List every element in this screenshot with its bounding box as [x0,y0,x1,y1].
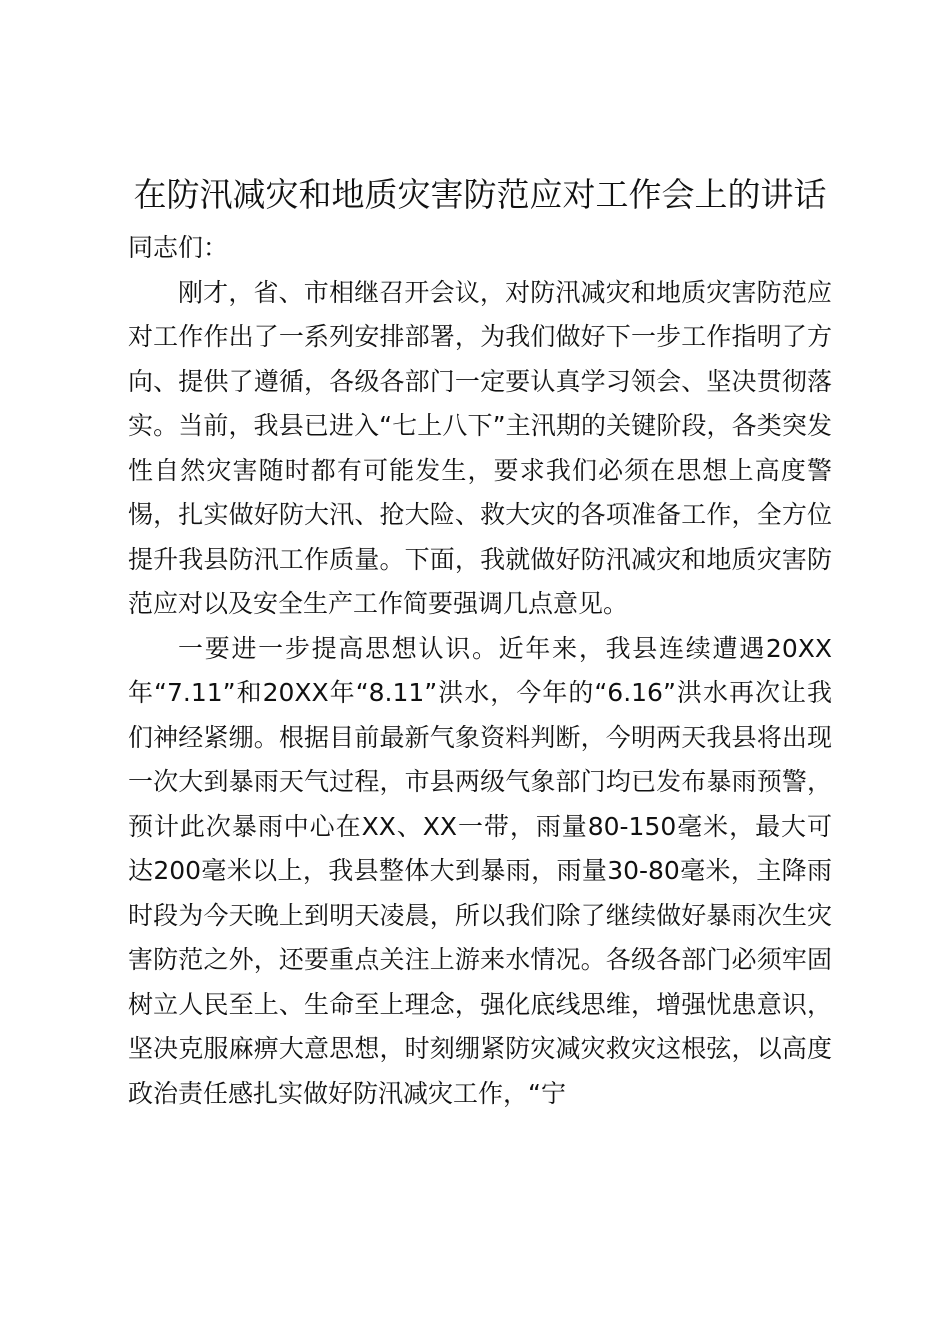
document-title: 在防汛减灾和地质灾害防范应对工作会上的讲话 [133,175,827,214]
paragraph-intro: 刚才，省、市相继召开会议，对防汛减灾和地质灾害防范应对工作作出了一系列安排部署，为我们做好下一步工作指明了方向、提供了遵循，各级各部门一定要认真学习领会、坚决贯彻落实。当前，我县已进入“七上八下”主汛期的关键阶段，各类突发性自然灾害随时都有可能发生，要求我们必须在思想上高度警惕，扎实做好防大汛、抢大险、救大灾的各项准备工作，全方位提升我县防汛工作质量。下面，我就做好防汛减灾和地质灾害防范应对以及安全生产工作简要强调几点意见。 [128,277,832,618]
salutation: 同志们： [128,233,229,262]
document-body [128,170,832,1116]
paragraph-point-one: 一要进一步提高思想认识。近年来，我县连续遭遇20XX年“7.11”和20XX年“8.11”洪水，今年的“6.16”洪水再次让我们神经紧绷。根据目前最新气象资料判断，今明两天我县将出现一次大到暴雨天气过程，市县两级气象部门均已发布暴雨预警，预计此次暴雨中心在XX、XX一带，雨量80-150毫米，最大可达200毫米以上，我县整体大到暴雨，雨量30-80毫米，主降雨时段为今天晚上到明天凌晨，所以我们除了继续做好暴雨次生灾害防范之外，还要重点关注上游来水情况。各级各部门必须牢固树立人民至上、生命至上理念，强化底线思维，增强忧患意识，坚决克服麻痹大意思想，时刻绷紧防灾减灾救灾这根弦，以高度政治责任感扎实做好防汛减灾工作，“宁 [128,633,832,1108]
